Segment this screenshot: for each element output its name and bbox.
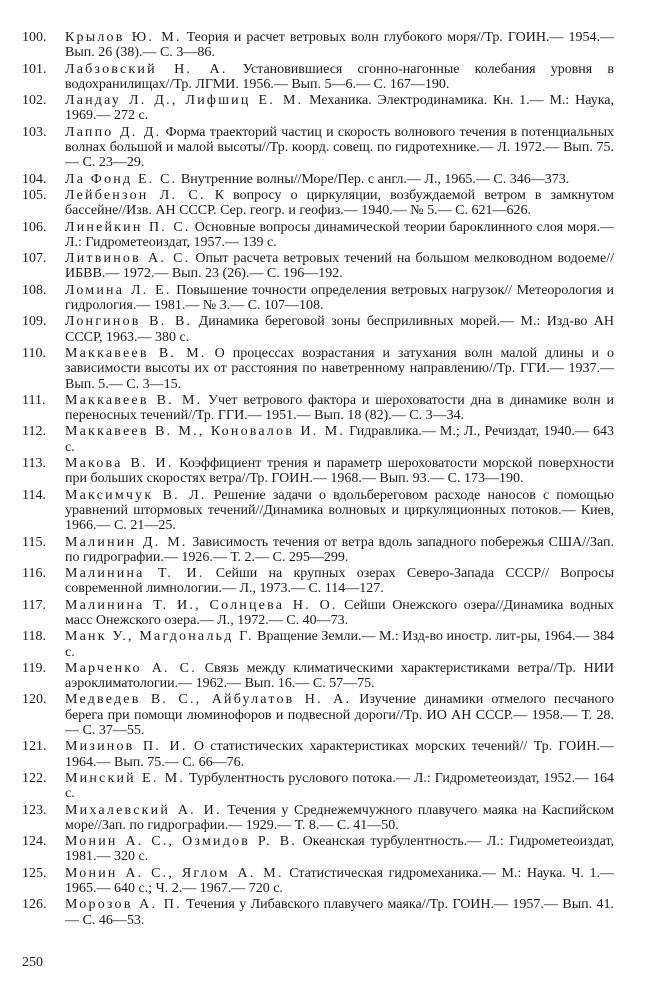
reference-number: 120.	[22, 692, 47, 708]
reference-entry	[22, 897, 614, 928]
reference-number: 102.	[22, 93, 47, 109]
reference-entry	[22, 393, 614, 424]
reference-author: Минский Е. М.	[65, 770, 186, 786]
reference-text: Механика. Электродинамика. Кн. 1.— М.: Наука, 1969.— 272 с.	[65, 93, 615, 124]
reference-author: Ла Фонд Е. С.	[65, 171, 178, 187]
reference-number: 105.	[22, 187, 47, 203]
reference-text: Связь между климатическими характеристиками ветра//Тр. НИИ аэроклиматологии.— 1962.— Вып. 16.— С. 57—75.	[65, 660, 615, 692]
reference-number: 118.	[22, 629, 46, 645]
reference-text: Океанская турбулентность.— Л.: Гидрометеоиздат, 1981.— 320 с.	[65, 834, 614, 865]
reference-number: 119.	[22, 660, 46, 676]
reference-text: Основные вопросы динамической теории бароклинного слоя моря.— Л.: Гидрометеоиздат, 1957.— 139 с.	[65, 219, 614, 250]
reference-author: Лабзовский Н. А.	[65, 61, 228, 77]
reference-text: Теория и расчет ветровых волн глубокого моря//Тр. ГОИН.— 1954.— Вып. 26 (38).— С. 3—86.	[65, 30, 614, 61]
reference-author: Мизинов П. И.	[65, 739, 188, 755]
reference-text: Установившиеся сгонно-нагонные колебания уровня в водохранилищах//Тр. ЛГМИ. 1956.— Вып. 5—6.— С. 167—190.	[65, 61, 615, 92]
reference-text: Коэффициент трения и параметр шероховатости морской поверхности при больших скоростях ветра//Тр. ГОИН.— 1968.— Вып. 93.— С. 173—190.	[65, 456, 614, 487]
reference-entry	[22, 251, 614, 282]
reference-author: Ландау Л. Д., Лифшиц Е. М.	[65, 93, 304, 109]
reference-number: 100.	[22, 30, 47, 45]
reference-number: 108.	[22, 282, 47, 298]
reference-number: 124.	[22, 834, 47, 850]
reference-author: Малинин Д. М.	[65, 534, 188, 550]
reference-text: Изучение динамики отмелого песчаного берега при помощи люминофоров и подвесной дороги//Тр. ИО АН СССР.— 1958.— Т. 28.— С. 37—55.	[65, 692, 614, 739]
reference-entry	[22, 771, 614, 802]
reference-entry	[22, 803, 614, 834]
reference-text: К вопросу о циркуляции, возбуждаемой ветром в замкнутом бассейне//Изв. АН СССР. Сер. геогр. и геофиз.— 1940.— № 5.— С. 621—626.	[65, 187, 615, 219]
reference-entry	[22, 424, 614, 455]
reference-author: Марченко А. С.	[65, 660, 197, 676]
reference-text: Решение задачи о вдольбереговом расходе наносов с помощью уравнений штормовых течений//Динамика волновых и циркуляционных потоков.— Киев, 1966.— С. 21—25.	[65, 487, 615, 534]
reference-entry	[22, 125, 614, 171]
reference-entry	[22, 739, 614, 770]
reference-entry	[22, 93, 614, 124]
reference-author: Литвинов А. С.	[65, 251, 191, 267]
reference-text: Вращение Земли.— М.: Изд-во иностр. лит-ры, 1964.— 384 с.	[65, 629, 614, 660]
reference-text: Опыт расчета ветровых течений на большом мелководном водоеме//ИБВВ.— 1972.— Вып. 23 (26).— С. 196—192.	[65, 251, 615, 282]
reference-entry	[22, 172, 614, 187]
reference-number: 117.	[22, 597, 46, 613]
reference-text: Динамика береговой зоны бесприливных морей.— М.: Изд-во АН СССР, 1963.— 380 с.	[65, 314, 615, 345]
reference-number: 112.	[22, 424, 46, 440]
reference-entry	[22, 692, 614, 738]
reference-text: О статистических характеристиках морских течений// Тр. ГОИН.— 1964.— Вып. 75.— С. 66—76.	[65, 739, 615, 770]
reference-author: Крылов Ю. М.	[65, 30, 182, 45]
reference-author: Монин А. С., Озмидов Р. В.	[65, 834, 297, 850]
reference-entry	[22, 834, 614, 865]
reference-text: Учет ветрового фактора и шероховатости дна в динамике волн и переносных течений//Тр. ГГИ.— 1951.— Вып. 18 (82).— С. 3—34.	[65, 392, 615, 424]
reference-entry	[22, 866, 614, 897]
reference-text: Статистическая гидромеханика.— М.: Наука. Ч. 1.— 1965.— 640 с.; Ч. 2.— 1967.— 720 с.	[65, 865, 614, 897]
reference-entry	[22, 283, 614, 314]
reference-number: 101.	[22, 61, 47, 77]
reference-number: 122.	[22, 770, 47, 786]
reference-number: 115.	[22, 534, 46, 550]
reference-list	[22, 30, 614, 929]
reference-number: 114.	[22, 487, 46, 503]
reference-entry	[22, 629, 614, 660]
reference-text: Течения у Среднежемчужного плавучего маяка на Каспийском море//Зап. по гидрографии.— 1929.— Т. 8.— С. 41—50.	[65, 802, 614, 833]
reference-entry	[22, 535, 614, 566]
reference-text: Гидравлика.— М.; Л., Речиздат, 1940.— 643 с.	[65, 424, 614, 455]
reference-entry	[22, 456, 614, 487]
reference-entry	[22, 220, 614, 251]
reference-number: 123.	[22, 802, 47, 818]
reference-entry	[22, 346, 614, 392]
reference-author: Морозов А. П.	[65, 897, 182, 913]
reference-number: 116.	[22, 566, 46, 582]
reference-number: 110.	[22, 345, 46, 361]
reference-entry	[22, 30, 614, 61]
reference-text: Течения у Либавского плавучего маяка//Тр. ГОИН.— 1957.— Вып. 41.— С. 46—53.	[65, 897, 615, 928]
reference-author: Маккавеев В. М.	[65, 345, 207, 361]
reference-author: Максимчук В. Л.	[65, 487, 207, 503]
reference-entry	[22, 566, 614, 597]
reference-entry	[22, 314, 614, 345]
reference-author: Лонгинов В. В.	[65, 314, 193, 330]
reference-author: Лейбензон Л. С.	[65, 187, 206, 203]
reference-number: 126.	[22, 897, 47, 913]
reference-author: Маккавеев В. М.	[65, 392, 203, 408]
reference-number: 103.	[22, 124, 47, 140]
reference-author: Монин А. С., Яглом А. М.	[65, 865, 284, 881]
reference-number: 106.	[22, 219, 47, 235]
reference-author: Линейкин П. С.	[65, 219, 191, 235]
reference-text: Повышение точности определения ветровых нагрузок// Метеорология и гидрология.— 1981.— № 3.— С. 107—108.	[65, 282, 615, 314]
reference-number: 109.	[22, 314, 47, 330]
reference-entry	[22, 62, 614, 93]
reference-author: Манк У., Магдональд Г.	[65, 629, 254, 645]
reference-text: Сейши на крупных озерах Северо-Запада СССР// Вопросы современной лимнологии.— Л., 1973.— С. 114—127.	[65, 566, 615, 597]
reference-author: Ломина Л. Е.	[65, 282, 172, 298]
reference-text: Турбулентность руслового потока.— Л.: Гидрометеоиздат, 1952.— 164 с.	[65, 770, 614, 802]
reference-number: 107.	[22, 251, 47, 267]
reference-entry	[22, 488, 614, 534]
reference-author: Медведев В. С., Айбулатов Н. А.	[65, 692, 352, 708]
reference-number: 121.	[22, 739, 47, 755]
reference-author: Михалевский А. И.	[65, 802, 222, 818]
reference-entry	[22, 661, 614, 692]
reference-author: Лаппо Д. Д.	[65, 124, 162, 140]
reference-entry	[22, 598, 614, 629]
reference-author: Малинина Т. И., Солнцева Н. О.	[65, 597, 338, 613]
reference-author: Маккавеев В. М., Коновалов И. М.	[65, 424, 346, 440]
reference-author: Малинина Т. И.	[65, 566, 205, 582]
reference-entry	[22, 188, 614, 219]
page-number: 250	[22, 955, 43, 970]
reference-author: Макова В. И.	[65, 456, 174, 472]
reference-number: 113.	[22, 456, 46, 472]
reference-number: 125.	[22, 865, 47, 881]
reference-text: Зависимость течения от ветра вдоль западного побережья США//Зап. по гидрографии.— 1926.— Т. 2.— С. 295—299.	[65, 534, 615, 565]
reference-text: О процессах возрастания и затухания волн малой длины и о зависимости высоты их от расстояния по наветренному направлению//Тр. ГГИ.— 1937.— Вып. 5.— С. 3—15.	[65, 345, 615, 392]
reference-number: 111.	[22, 392, 46, 408]
reference-text: Сейши Онежского озера//Динамика водных масс Онежского озера.— Л., 1972.— С. 40—73.	[65, 597, 614, 628]
reference-text: Внутренние волны//Море/Пер. с англ.— Л., 1965.— С. 346—373.	[180, 171, 570, 187]
reference-text: Форма траекторий частиц и скорость волнового течения в потенциальных волнах большой и малой высоты//Тр. коорд. совещ. по гидротехнике.— Л. 1972.— Вып. 75.— С. 23—29.	[65, 124, 615, 171]
reference-number: 104.	[22, 171, 47, 187]
